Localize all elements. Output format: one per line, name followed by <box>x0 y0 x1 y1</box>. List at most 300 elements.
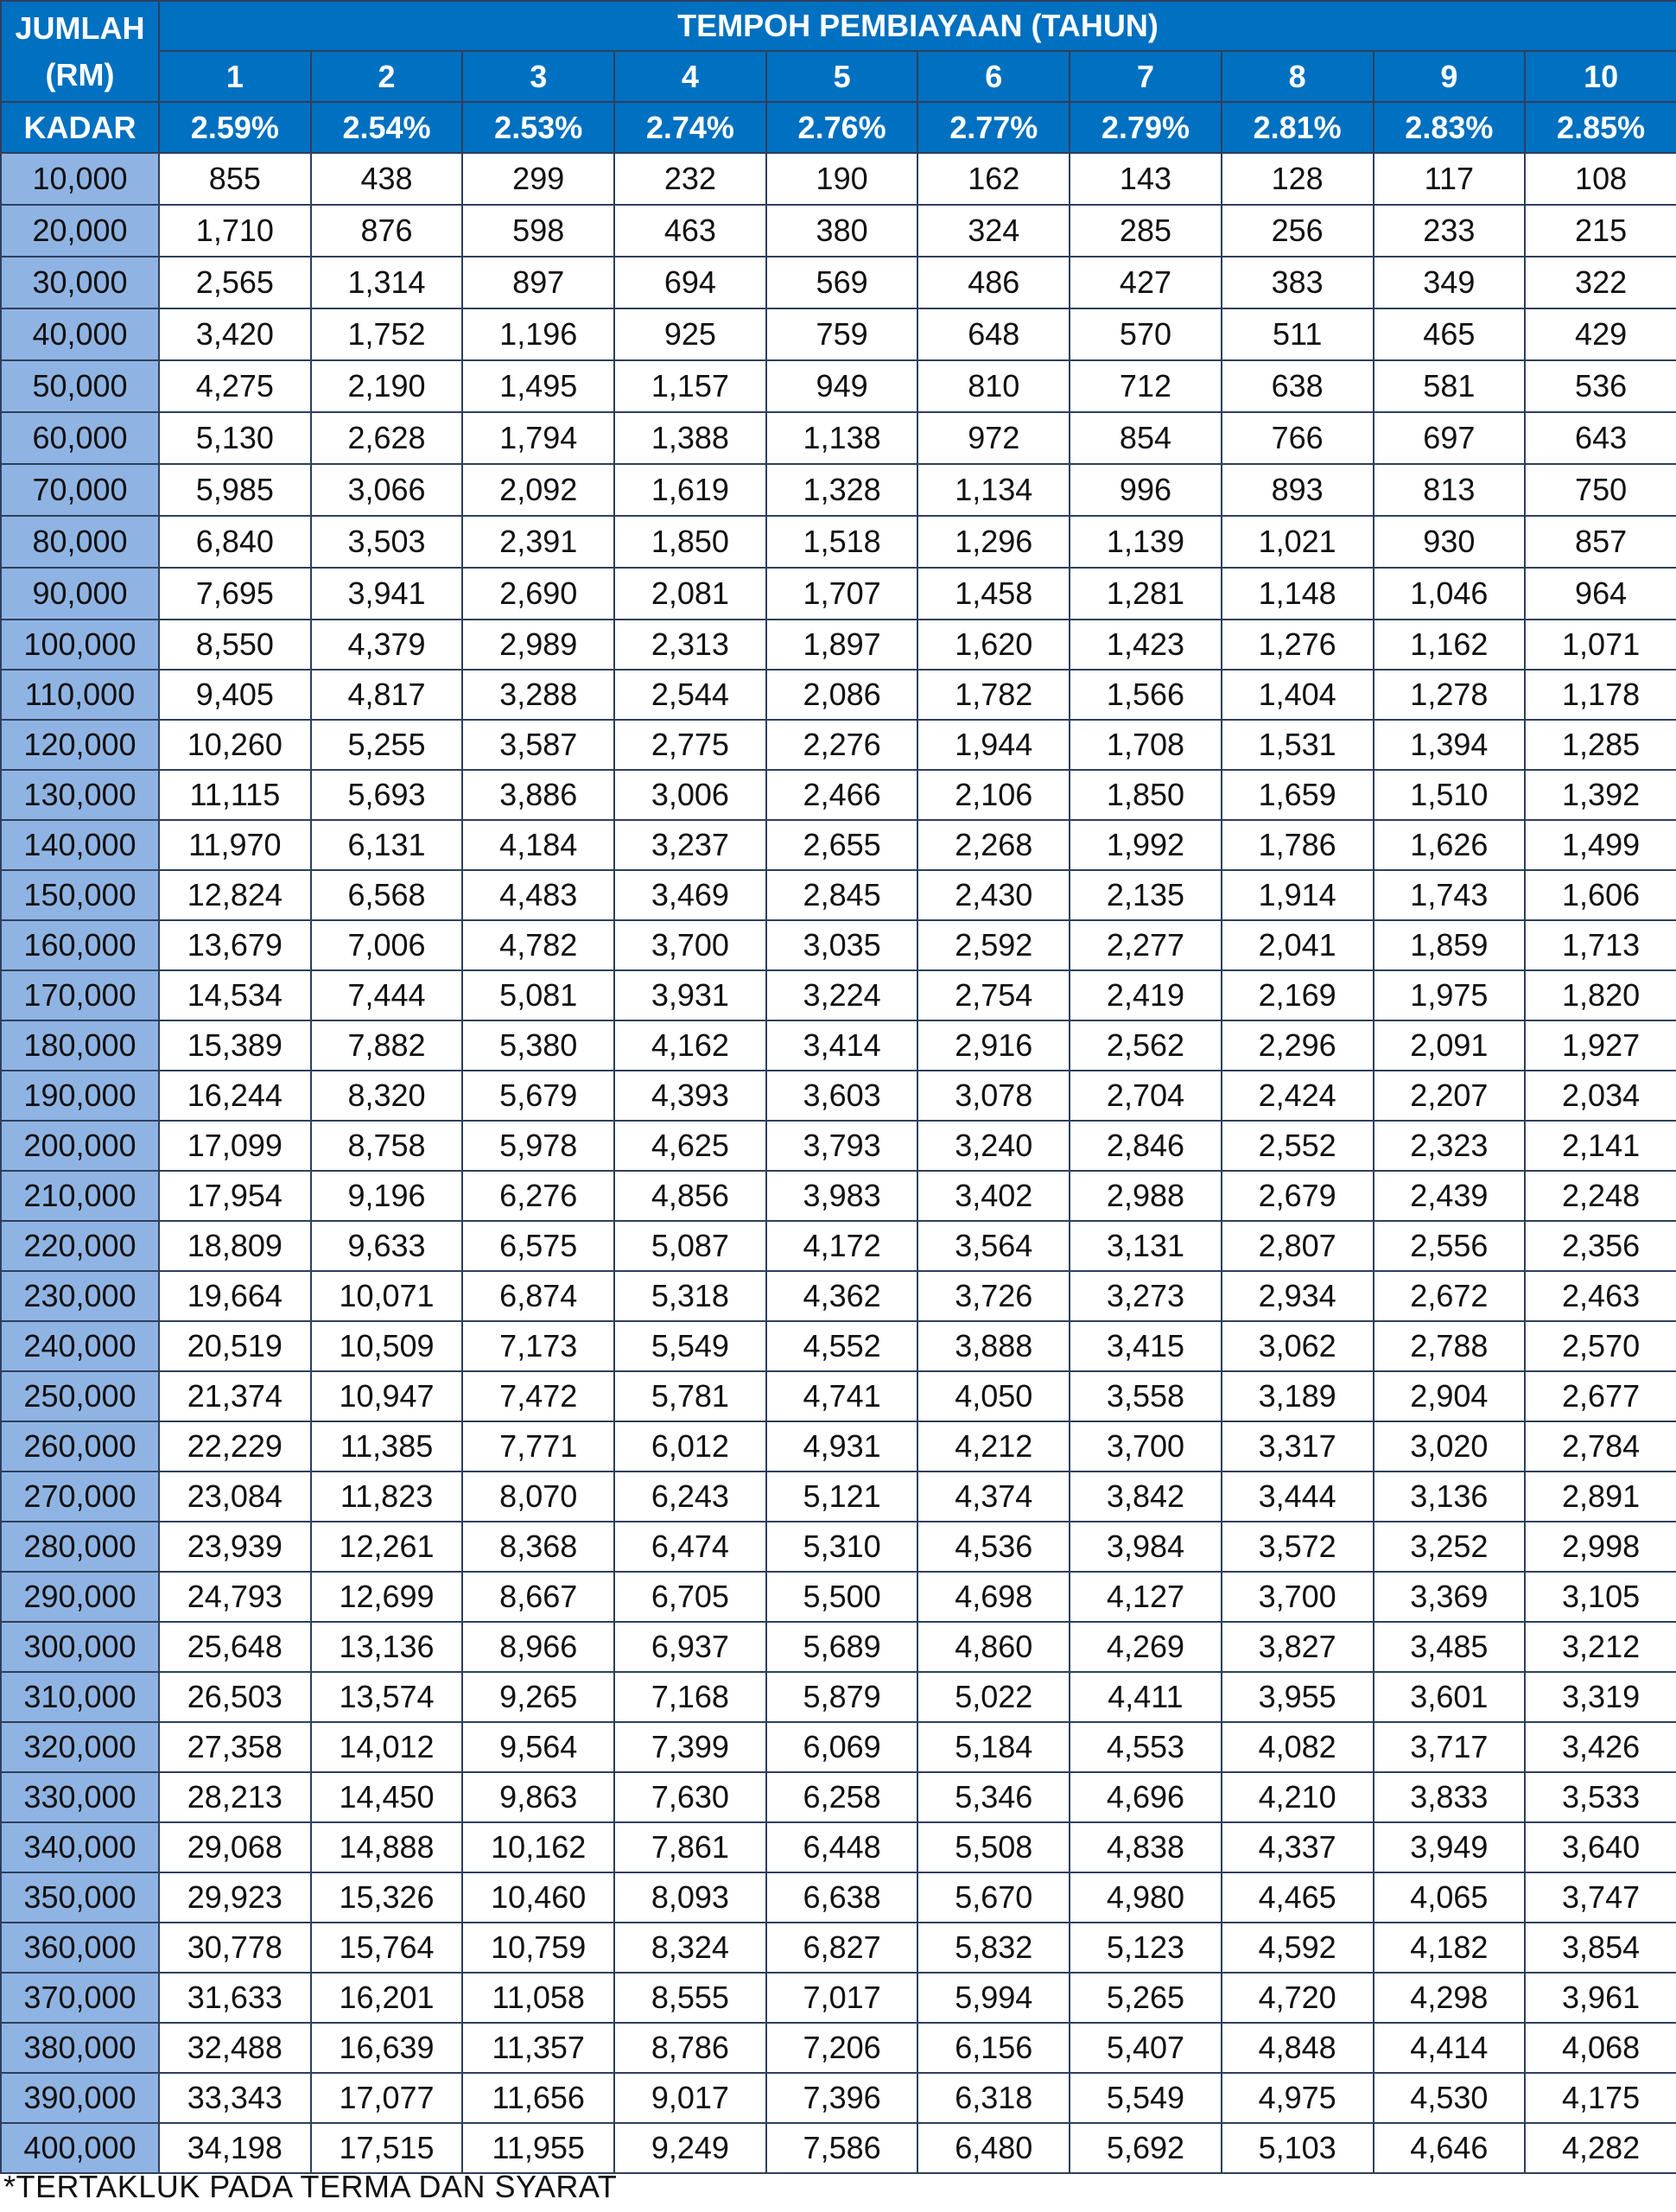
tenure-year-4: 4 <box>614 51 766 102</box>
installment-cell: 8,786 <box>614 2023 766 2073</box>
installment-cell: 4,817 <box>311 670 463 720</box>
installment-cell: 6,575 <box>462 1221 614 1271</box>
installment-cell: 2,784 <box>1525 1421 1676 1471</box>
installment-cell: 10,460 <box>462 1872 614 1923</box>
installment-cell: 1,566 <box>1070 670 1222 720</box>
installment-cell: 2,424 <box>1222 1071 1374 1121</box>
amount-cell: 310,000 <box>1 1672 159 1722</box>
installment-cell: 9,249 <box>614 2123 766 2173</box>
installment-cell: 5,123 <box>1070 1923 1222 1973</box>
table-row <box>1 1822 1676 1872</box>
amount-cell: 20,000 <box>1 205 159 257</box>
installment-cell: 23,084 <box>159 1471 311 1522</box>
installment-cell: 4,741 <box>766 1371 918 1421</box>
installment-cell: 3,955 <box>1222 1672 1374 1722</box>
installment-cell: 581 <box>1374 360 1526 412</box>
installment-cell: 2,788 <box>1374 1321 1526 1371</box>
installment-cell: 5,121 <box>766 1471 918 1522</box>
installment-cell: 3,240 <box>917 1121 1070 1171</box>
installment-cell: 2,190 <box>311 360 463 412</box>
installment-cell: 215 <box>1525 205 1676 257</box>
installment-cell: 8,368 <box>462 1522 614 1572</box>
installment-cell: 4,414 <box>1374 2023 1526 2073</box>
installment-cell: 1,046 <box>1374 568 1526 620</box>
installment-cell: 925 <box>614 308 766 360</box>
installment-cell: 13,136 <box>311 1622 463 1672</box>
installment-cell: 1,134 <box>917 464 1070 516</box>
installment-cell: 23,939 <box>159 1522 311 1572</box>
table-header <box>1 1 1676 153</box>
installment-cell: 5,978 <box>462 1121 614 1171</box>
installment-cell: 17,099 <box>159 1121 311 1171</box>
rate-year-2: 2.54% <box>311 102 463 153</box>
installment-cell: 5,549 <box>614 1321 766 1371</box>
installment-cell: 2,169 <box>1222 970 1374 1020</box>
installment-cell: 3,700 <box>1222 1572 1374 1622</box>
rate-label: KADAR <box>1 102 159 153</box>
installment-cell: 3,485 <box>1374 1622 1526 1672</box>
table-row <box>1 1321 1676 1371</box>
installment-cell: 2,463 <box>1525 1271 1676 1321</box>
installment-cell: 5,184 <box>917 1722 1070 1772</box>
installment-cell: 2,141 <box>1525 1121 1676 1171</box>
amount-cell: 370,000 <box>1 1973 159 2023</box>
installment-cell: 3,066 <box>311 464 463 516</box>
installment-cell: 3,189 <box>1222 1371 1374 1421</box>
installment-cell: 3,020 <box>1374 1421 1526 1471</box>
installment-cell: 6,937 <box>614 1622 766 1672</box>
installment-cell: 4,646 <box>1374 2123 1526 2173</box>
installment-cell: 3,317 <box>1222 1421 1374 1471</box>
installment-cell: 1,458 <box>917 568 1070 620</box>
installment-cell: 8,320 <box>311 1071 463 1121</box>
rates-row <box>1 102 1676 153</box>
installment-cell: 10,509 <box>311 1321 463 1371</box>
installment-cell: 6,318 <box>917 2073 1070 2123</box>
installment-cell: 2,092 <box>462 464 614 516</box>
installment-cell: 3,426 <box>1525 1722 1676 1772</box>
installment-cell: 2,807 <box>1222 1221 1374 1271</box>
installment-cell: 3,587 <box>462 720 614 770</box>
installment-cell: 5,693 <box>311 770 463 820</box>
installment-cell: 1,510 <box>1374 770 1526 820</box>
installment-cell: 4,698 <box>917 1572 1070 1622</box>
installment-cell: 1,606 <box>1525 870 1676 920</box>
installment-cell: 598 <box>462 205 614 257</box>
amount-label-line1: JUMLAH <box>15 10 145 46</box>
installment-cell: 4,182 <box>1374 1923 1526 1973</box>
installment-cell: 2,277 <box>1070 920 1222 970</box>
installment-cell: 17,077 <box>311 2073 463 2123</box>
installment-cell: 3,533 <box>1525 1772 1676 1822</box>
installment-cell: 7,399 <box>614 1722 766 1772</box>
installment-cell: 854 <box>1070 412 1222 464</box>
tenure-year-1: 1 <box>159 51 311 102</box>
installment-cell: 12,261 <box>311 1522 463 1572</box>
installment-cell: 2,845 <box>766 870 918 920</box>
installment-cell: 19,664 <box>159 1271 311 1321</box>
installment-cell: 9,633 <box>311 1221 463 1271</box>
installment-cell: 3,854 <box>1525 1923 1676 1973</box>
installment-cell: 3,252 <box>1374 1522 1526 1572</box>
installment-cell: 4,975 <box>1222 2073 1374 2123</box>
installment-cell: 4,082 <box>1222 1722 1374 1772</box>
installment-cell: 5,407 <box>1070 2023 1222 2073</box>
installment-cell: 285 <box>1070 205 1222 257</box>
installment-cell: 1,708 <box>1070 720 1222 770</box>
installment-cell: 324 <box>917 205 1070 257</box>
installment-cell: 4,269 <box>1070 1622 1222 1672</box>
tenure-year-7: 7 <box>1070 51 1222 102</box>
installment-cell: 2,754 <box>917 970 1070 1020</box>
amount-column-header <box>1 1 159 102</box>
amount-cell: 230,000 <box>1 1271 159 1321</box>
table-row <box>1 970 1676 1020</box>
installment-cell: 2,655 <box>766 820 918 870</box>
table-row <box>1 1271 1676 1321</box>
installment-cell: 1,278 <box>1374 670 1526 720</box>
installment-cell: 1,314 <box>311 257 463 308</box>
installment-cell: 9,863 <box>462 1772 614 1822</box>
installment-cell: 893 <box>1222 464 1374 516</box>
table-row <box>1 464 1676 516</box>
rate-year-4: 2.74% <box>614 102 766 153</box>
installment-cell: 5,255 <box>311 720 463 770</box>
table-row <box>1 820 1676 870</box>
installment-cell: 349 <box>1374 257 1526 308</box>
installment-cell: 28,213 <box>159 1772 311 1822</box>
table-row <box>1 1371 1676 1421</box>
installment-cell: 7,861 <box>614 1822 766 1872</box>
installment-cell: 6,012 <box>614 1421 766 1471</box>
installment-cell: 1,178 <box>1525 670 1676 720</box>
installment-cell: 11,656 <box>462 2073 614 2123</box>
amount-cell: 330,000 <box>1 1772 159 1822</box>
installment-cell: 3,961 <box>1525 1973 1676 2023</box>
installment-cell: 1,388 <box>614 412 766 464</box>
installment-cell: 15,326 <box>311 1872 463 1923</box>
installment-cell: 643 <box>1525 412 1676 464</box>
installment-cell: 638 <box>1222 360 1374 412</box>
installment-cell: 5,022 <box>917 1672 1070 1722</box>
installment-cell: 2,544 <box>614 670 766 720</box>
tenure-year-8: 8 <box>1222 51 1374 102</box>
installment-cell: 3,136 <box>1374 1471 1526 1522</box>
installment-cell: 3,369 <box>1374 1572 1526 1622</box>
installment-cell: 2,570 <box>1525 1321 1676 1371</box>
installment-cell: 648 <box>917 308 1070 360</box>
tenure-year-9: 9 <box>1374 51 1526 102</box>
installment-cell: 8,093 <box>614 1872 766 1923</box>
installment-cell: 3,273 <box>1070 1271 1222 1321</box>
installment-cell: 9,265 <box>462 1672 614 1722</box>
table-row <box>1 1071 1676 1121</box>
installment-cell: 1,626 <box>1374 820 1526 870</box>
installment-cell: 2,846 <box>1070 1121 1222 1171</box>
amount-cell: 30,000 <box>1 257 159 308</box>
installment-cell: 3,717 <box>1374 1722 1526 1772</box>
installment-cell: 6,874 <box>462 1271 614 1321</box>
rate-year-8: 2.81% <box>1222 102 1374 153</box>
installment-cell: 1,743 <box>1374 870 1526 920</box>
amount-cell: 350,000 <box>1 1872 159 1923</box>
amount-cell: 160,000 <box>1 920 159 970</box>
rate-year-7: 2.79% <box>1070 102 1222 153</box>
installment-cell: 4,184 <box>462 820 614 870</box>
installment-cell: 3,700 <box>1070 1421 1222 1471</box>
installment-cell: 2,034 <box>1525 1071 1676 1121</box>
installment-cell: 143 <box>1070 153 1222 205</box>
installment-cell: 2,775 <box>614 720 766 770</box>
installment-cell: 6,276 <box>462 1171 614 1221</box>
installment-cell: 7,173 <box>462 1321 614 1371</box>
table-row <box>1 308 1676 360</box>
installment-cell: 322 <box>1525 257 1676 308</box>
installment-cell: 4,337 <box>1222 1822 1374 1872</box>
installment-cell: 1,820 <box>1525 970 1676 1020</box>
installment-cell: 3,726 <box>917 1271 1070 1321</box>
amount-cell: 130,000 <box>1 770 159 820</box>
installment-cell: 108 <box>1525 153 1676 205</box>
installment-cell: 4,848 <box>1222 2023 1374 2073</box>
installment-cell: 759 <box>766 308 918 360</box>
installment-cell: 2,989 <box>462 620 614 670</box>
installment-cell: 2,313 <box>614 620 766 670</box>
installment-cell: 6,480 <box>917 2123 1070 2173</box>
installment-cell: 5,994 <box>917 1973 1070 2023</box>
installment-cell: 2,916 <box>917 1020 1070 1071</box>
installment-cell: 2,439 <box>1374 1171 1526 1221</box>
installment-cell: 6,243 <box>614 1471 766 1522</box>
installment-cell: 3,941 <box>311 568 463 620</box>
installment-cell: 233 <box>1374 205 1526 257</box>
installment-cell: 5,087 <box>614 1221 766 1271</box>
installment-cell: 3,640 <box>1525 1822 1676 1872</box>
amount-cell: 180,000 <box>1 1020 159 1071</box>
installment-cell: 4,782 <box>462 920 614 970</box>
installment-cell: 5,500 <box>766 1572 918 1622</box>
installment-cell: 3,572 <box>1222 1522 1374 1572</box>
installment-cell: 972 <box>917 412 1070 464</box>
table-row <box>1 257 1676 308</box>
installment-cell: 2,135 <box>1070 870 1222 920</box>
table-row <box>1 720 1676 770</box>
installment-cell: 1,659 <box>1222 770 1374 820</box>
installment-cell: 486 <box>917 257 1070 308</box>
installment-cell: 3,949 <box>1374 1822 1526 1872</box>
installment-cell: 7,695 <box>159 568 311 620</box>
table-row <box>1 153 1676 205</box>
installment-cell: 1,782 <box>917 670 1070 720</box>
table-row <box>1 670 1676 720</box>
installment-cell: 9,405 <box>159 670 311 720</box>
installment-cell: 14,012 <box>311 1722 463 1772</box>
installment-cell: 4,127 <box>1070 1572 1222 1622</box>
table-row <box>1 1622 1676 1672</box>
installment-cell: 15,389 <box>159 1020 311 1071</box>
amount-cell: 300,000 <box>1 1622 159 1672</box>
installment-cell: 4,068 <box>1525 2023 1676 2073</box>
installment-cell: 1,752 <box>311 308 463 360</box>
installment-cell: 4,838 <box>1070 1822 1222 1872</box>
installment-cell: 3,288 <box>462 670 614 720</box>
installment-cell: 2,904 <box>1374 1371 1526 1421</box>
installment-cell: 876 <box>311 205 463 257</box>
installment-cell: 383 <box>1222 257 1374 308</box>
installment-cell: 6,827 <box>766 1923 918 1973</box>
amount-cell: 400,000 <box>1 2123 159 2173</box>
installment-cell: 3,833 <box>1374 1772 1526 1822</box>
installment-cell: 3,444 <box>1222 1471 1374 1522</box>
installment-cell: 6,705 <box>614 1572 766 1622</box>
installment-cell: 4,483 <box>462 870 614 920</box>
installment-cell: 11,970 <box>159 820 311 870</box>
installment-cell: 3,469 <box>614 870 766 920</box>
amount-cell: 40,000 <box>1 308 159 360</box>
installment-cell: 7,017 <box>766 1973 918 2023</box>
installment-cell: 4,856 <box>614 1171 766 1221</box>
installment-cell: 1,944 <box>917 720 1070 770</box>
installment-cell: 5,692 <box>1070 2123 1222 2173</box>
table-row <box>1 516 1676 568</box>
installment-cell: 17,954 <box>159 1171 311 1221</box>
installment-cell: 5,508 <box>917 1822 1070 1872</box>
installment-cell: 3,888 <box>917 1321 1070 1371</box>
installment-cell: 6,156 <box>917 2023 1070 2073</box>
installment-cell: 3,105 <box>1525 1572 1676 1622</box>
amount-label-line2: (RM) <box>45 56 115 92</box>
installment-cell: 1,786 <box>1222 820 1374 870</box>
amount-cell: 60,000 <box>1 412 159 464</box>
installment-cell: 12,824 <box>159 870 311 920</box>
installment-cell: 33,343 <box>159 2073 311 2123</box>
installment-cell: 1,859 <box>1374 920 1526 970</box>
installment-cell: 162 <box>917 153 1070 205</box>
installment-cell: 5,310 <box>766 1522 918 1572</box>
installment-cell: 190 <box>766 153 918 205</box>
tenure-year-5: 5 <box>766 51 918 102</box>
installment-cell: 1,975 <box>1374 970 1526 1020</box>
installment-cell: 7,396 <box>766 2073 918 2123</box>
installment-cell: 857 <box>1525 516 1676 568</box>
installment-cell: 4,553 <box>1070 1722 1222 1772</box>
installment-cell: 2,207 <box>1374 1071 1526 1121</box>
installment-cell: 34,198 <box>159 2123 311 2173</box>
installment-cell: 1,518 <box>766 516 918 568</box>
installment-cell: 18,809 <box>159 1221 311 1271</box>
installment-cell: 996 <box>1070 464 1222 516</box>
table-row <box>1 1020 1676 1071</box>
installment-cell: 7,472 <box>462 1371 614 1421</box>
installment-cell: 2,296 <box>1222 1020 1374 1071</box>
installment-cell: 438 <box>311 153 463 205</box>
installment-cell: 8,550 <box>159 620 311 670</box>
installment-cell: 2,556 <box>1374 1221 1526 1271</box>
installment-cell: 7,168 <box>614 1672 766 1722</box>
installment-cell: 7,771 <box>462 1421 614 1471</box>
installment-cell: 5,549 <box>1070 2073 1222 2123</box>
installment-cell: 810 <box>917 360 1070 412</box>
rate-year-9: 2.83% <box>1374 102 1526 153</box>
rate-year-3: 2.53% <box>462 102 614 153</box>
installment-cell: 3,700 <box>614 920 766 970</box>
installment-cell: 6,638 <box>766 1872 918 1923</box>
tenure-year-6: 6 <box>917 51 1070 102</box>
installment-cell: 1,914 <box>1222 870 1374 920</box>
installment-cell: 1,897 <box>766 620 918 670</box>
installment-cell: 2,679 <box>1222 1171 1374 1221</box>
installment-cell: 569 <box>766 257 918 308</box>
installment-cell: 1,992 <box>1070 820 1222 870</box>
installment-cell: 5,318 <box>614 1271 766 1321</box>
installment-cell: 4,210 <box>1222 1772 1374 1822</box>
installment-cell: 3,827 <box>1222 1622 1374 1672</box>
installment-cell: 10,162 <box>462 1822 614 1872</box>
table-row <box>1 360 1676 412</box>
installment-cell: 4,172 <box>766 1221 918 1271</box>
table-row <box>1 770 1676 820</box>
installment-cell: 26,503 <box>159 1672 311 1722</box>
installment-cell: 2,552 <box>1222 1121 1374 1171</box>
installment-cell: 16,201 <box>311 1973 463 2023</box>
tenure-year-3: 3 <box>462 51 614 102</box>
installment-cell: 3,006 <box>614 770 766 820</box>
installment-cell: 3,886 <box>462 770 614 820</box>
amount-cell: 110,000 <box>1 670 159 720</box>
installment-cell: 7,206 <box>766 2023 918 2073</box>
installment-cell: 128 <box>1222 153 1374 205</box>
installment-cell: 1,850 <box>1070 770 1222 820</box>
installment-cell: 13,679 <box>159 920 311 970</box>
amount-cell: 390,000 <box>1 2073 159 2123</box>
installment-cell: 1,707 <box>766 568 918 620</box>
installment-cell: 11,058 <box>462 1973 614 2023</box>
installment-cell: 1,713 <box>1525 920 1676 970</box>
installment-cell: 2,081 <box>614 568 766 620</box>
amount-cell: 360,000 <box>1 1923 159 1973</box>
rate-year-1: 2.59% <box>159 102 311 153</box>
installment-cell: 2,091 <box>1374 1020 1526 1071</box>
installment-cell: 2,677 <box>1525 1371 1676 1421</box>
installment-cell: 24,793 <box>159 1572 311 1622</box>
installment-cell: 1,392 <box>1525 770 1676 820</box>
installment-cell: 5,380 <box>462 1020 614 1071</box>
installment-cell: 5,689 <box>766 1622 918 1672</box>
installment-cell: 766 <box>1222 412 1374 464</box>
installment-cell: 3,237 <box>614 820 766 870</box>
installment-cell: 4,393 <box>614 1071 766 1121</box>
installment-cell: 2,323 <box>1374 1121 1526 1171</box>
installment-cell: 6,069 <box>766 1722 918 1772</box>
installment-cell: 117 <box>1374 153 1526 205</box>
table-row <box>1 412 1676 464</box>
installment-cell: 8,324 <box>614 1923 766 1973</box>
installment-cell: 3,747 <box>1525 1872 1676 1923</box>
installment-cell: 4,411 <box>1070 1672 1222 1722</box>
installment-cell: 2,276 <box>766 720 918 770</box>
table-row <box>1 870 1676 920</box>
installment-cell: 4,696 <box>1070 1772 1222 1822</box>
installment-cell: 3,983 <box>766 1171 918 1221</box>
installment-cell: 2,562 <box>1070 1020 1222 1071</box>
amount-cell: 140,000 <box>1 820 159 870</box>
table-row <box>1 2123 1676 2173</box>
installment-cell: 4,050 <box>917 1371 1070 1421</box>
installment-cell: 712 <box>1070 360 1222 412</box>
installment-cell: 4,212 <box>917 1421 1070 1471</box>
installment-cell: 2,891 <box>1525 1471 1676 1522</box>
installment-cell: 11,823 <box>311 1471 463 1522</box>
